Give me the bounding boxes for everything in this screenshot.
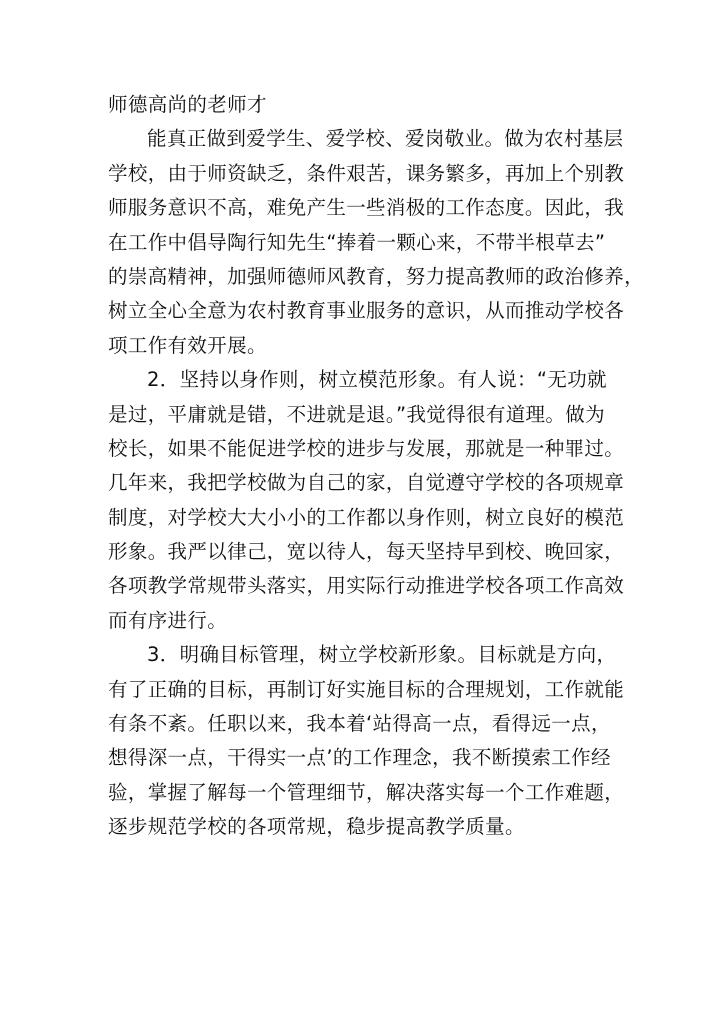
text-line: 校长，如果不能促进学校的进步与发展，那就是一种罪过。 [108, 436, 625, 460]
text-line: 有条不紊。任职以来，我本着‘站得高一点，看得远一点， [108, 712, 611, 736]
text-line: 有了正确的目标，再制订好实施目标的合理规划，工作就能 [108, 677, 625, 701]
text-line: 逐步规范学校的各项常规，稳步提高教学质量。 [108, 815, 525, 839]
text-line: 验，掌握了解每一个管理细节，解决落实每一个工作难题， [108, 780, 625, 804]
text-line: 能真正做到爱学生、爱学校、爱岗敬业。做为农村基层 [147, 127, 624, 151]
text-line: 制度，对学校大大小小的工作都以身作则，树立良好的模范 [108, 505, 625, 529]
text-line: 3．明确目标管理，树立学校新形象。目标就是方向， [147, 643, 617, 667]
text-line: 是过，平庸就是错，不进就是退。”我觉得很有道理。做为 [108, 402, 605, 426]
text-line: 学校，由于师资缺乏，条件艰苦，课务繁多，再加上个别教 [108, 161, 625, 185]
text-line: 师服务意识不高，难免产生一些消极的工作态度。因此，我 [108, 196, 625, 220]
text-line: 几年来，我把学校做为自己的家，自觉遵守学校的各项规章 [108, 471, 625, 495]
text-line: 的崇高精神，加强师德师风教育，努力提高教师的政治修养， [108, 264, 644, 288]
text-line: 项工作有效开展。 [108, 333, 267, 357]
text-line: 各项教学常规带头落实，用实际行动推进学校各项工作高效 [108, 574, 625, 598]
text-line: 在工作中倡导陶行知先生“捧着一颗心来，不带半根草去” [108, 230, 606, 254]
text-line: 想得深一点，干得实一点’的工作理念，我不断摸索工作经 [108, 746, 611, 770]
text-line: 形象。我严以律己，宽以待人，每天坚持早到校、晚回家， [108, 540, 625, 564]
text-line: 而有序进行。 [108, 608, 228, 632]
text-line: 2．坚持以身作则，树立模范形象。有人说：“无功就 [147, 368, 607, 392]
text-line: 树立全心全意为农村教育事业服务的意识，从而推动学校各 [108, 299, 625, 323]
text-line: 师德高尚的老师才 [108, 93, 267, 116]
body-text [108, 88, 644, 845]
